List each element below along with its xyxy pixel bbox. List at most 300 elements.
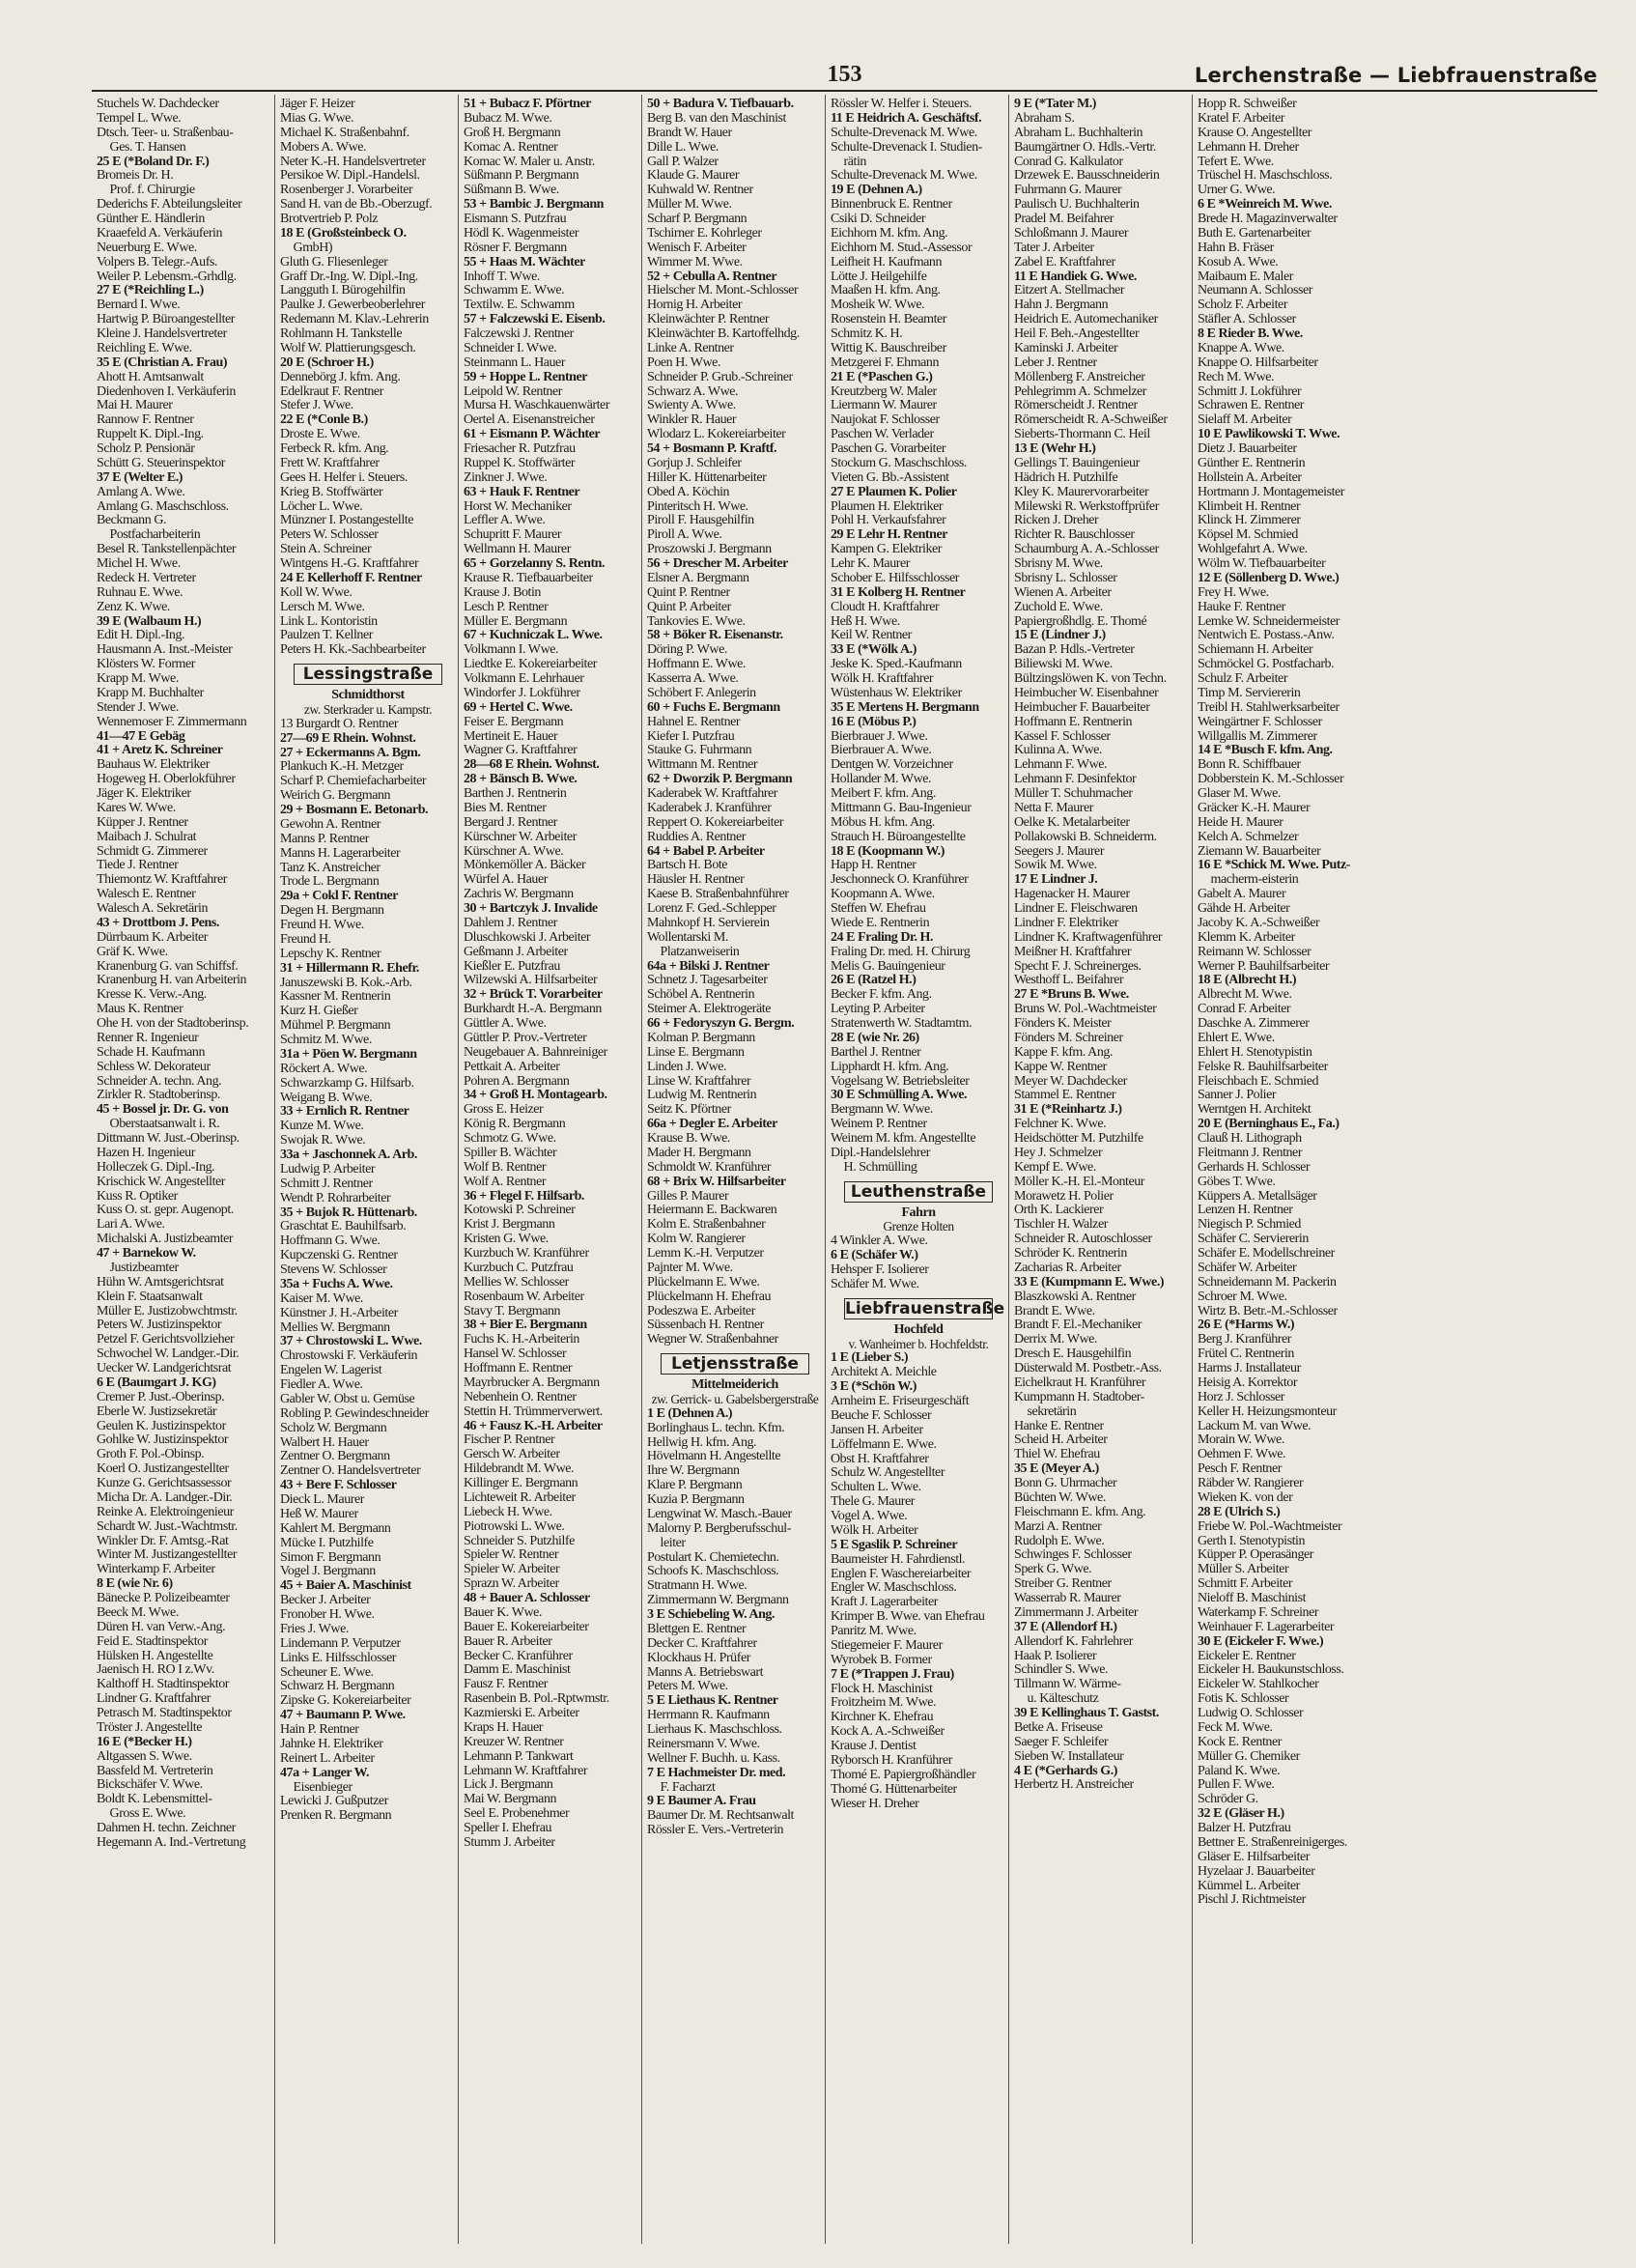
resident-entry: Lipphardt H. kfm. Ang. [831,1060,949,1074]
resident-entry: Hauke F. Rentner [1198,600,1285,614]
resident-entry: Vogel J. Bergmann [280,1565,376,1579]
resident-entry: Manns H. Lagerarbeiter [280,846,401,861]
house-number-entry: 28 + Bänsch B. Wwe. [464,773,578,787]
resident-entry: Kahlert M. Bergmann [280,1521,391,1536]
resident-entry: Scharf P. Bergmann [647,213,747,226]
resident-entry: Römerscheidt R. A-Schweißer [1014,413,1168,428]
resident-entry: Sbrisny M. Wwe. [1014,557,1103,571]
resident-entry: Kleine J. Handelsvertreter [97,327,227,341]
resident-entry: Maibach J. Schulrat [97,830,197,844]
resident-entry: Kraaefeld A. Verkäuferin [97,226,223,241]
resident-entry: Wintgens H.-G. Kraftfahrer [280,557,419,571]
resident-entry: Jeschonneck O. Kranführer [831,873,969,888]
resident-entry: Fleischmann E. kfm. Ang. [1014,1505,1146,1519]
resident-entry: Hornig H. Arbeiter [647,298,743,313]
resident-entry: Weigang B. Wwe. [280,1091,373,1105]
resident-entry: Prenken R. Bergmann [280,1809,392,1824]
house-number-entry: 64 + Babel P. Arbeiter [647,844,765,859]
resident-entry: Schwamm E. Wwe. [464,284,565,298]
resident-entry: Eisenbieger [280,1780,353,1795]
resident-entry: Schwarzkamp G. Hilfsarb. [280,1076,414,1091]
resident-entry: Schindler S. Wwe. [1014,1663,1109,1678]
house-number-entry: 35 + Bujok R. Hüttenarb. [280,1205,417,1220]
resident-entry: Schwochel W. Landger.-Dir. [97,1347,240,1362]
resident-entry: Wilzewski A. Hilfsarbeiter [464,974,598,988]
house-number-entry: 8 E Rieder B. Wwe. [1198,327,1303,341]
resident-entry: Ehlert H. Stenotypistin [1198,1045,1312,1060]
resident-entry: Amlang G. Maschschloss. [97,499,229,514]
house-number-entry: 20 E (Berninghaus E., Fa.) [1198,1118,1340,1132]
page-header [92,56,1597,95]
resident-entry: Fronober H. Wwe. [280,1608,375,1622]
resident-entry: Schäfer M. Wwe. [831,1277,919,1291]
house-number-entry: 45 + Baier A. Maschinist [280,1579,411,1594]
resident-entry: Lötte J. Heilgehilfe [831,269,927,284]
resident-entry: Stefer J. Wwe. [280,399,353,413]
resident-entry: Schneidemann M. Packerin [1198,1275,1337,1290]
resident-entry: Mönkemöller A. Bäcker [464,859,586,873]
resident-entry: Wüstenhaus W. Elektriker [831,686,962,700]
resident-entry: Kassel F. Schlosser [1014,729,1111,744]
house-number-entry: 51 + Bubacz F. Pförtner [464,98,592,111]
resident-entry: Krist J. Bergmann [464,1218,555,1233]
resident-entry: Felchner K. Wwe. [1014,1118,1107,1132]
resident-entry: Küppers A. Metallsäger [1198,1189,1317,1204]
resident-entry: Lehmann P. Tankwart [464,1749,574,1764]
resident-entry: Kranenburg H. van Arbeiterin [97,974,247,988]
resident-entry: Simon F. Bergmann [280,1550,381,1565]
resident-entry: Löffelmann E. Wwe. [831,1437,937,1452]
house-number-entry: 41 + Aretz K. Schreiner [97,744,223,758]
resident-entry: Hollander M. Wwe. [831,773,932,787]
resident-entry: Gabler W. Obst u. Gemüse [280,1392,415,1406]
resident-entry: Kristen G. Wwe. [464,1233,549,1247]
resident-entry: Dederichs F. Abteilungsleiter [97,198,242,213]
resident-entry: Jäger F. Heizer [280,98,355,111]
resident-entry: Bubacz M. Wwe. [464,111,552,126]
resident-entry: Fraling Dr. med. H. Chirurg [831,945,971,959]
resident-entry: Krischick W. Angestellter [97,1175,226,1189]
resident-entry: Borlinghaus L. techn. Kfm. [647,1421,785,1435]
resident-entry: Postulart K. Chemietechn. [647,1550,779,1565]
resident-entry: Bassfeld M. Vertreterin [97,1764,213,1778]
street-boundary: zw. Gerrick- u. Gabelsbergerstraße [651,1391,819,1406]
resident-entry: Weirich G. Bergmann [280,789,391,804]
street-heading: Liebfrauenstraße [845,1298,1005,1318]
resident-entry: Krause J. Dentist [831,1740,917,1753]
house-number-entry: 19 E (Dehnen A.) [831,184,922,198]
house-number-entry: 28—68 E Rhein. Wohnst. [464,758,600,773]
resident-entry: Kock A. A.-Schweißer [831,1725,945,1740]
resident-entry: Eichelkraut H. Kranführer [1014,1375,1146,1390]
resident-entry: Plaumen H. Elektriker [831,499,944,514]
house-number-entry: 22 E (*Conle B.) [280,413,368,428]
resident-entry: Bierbrauer A. Wwe. [831,744,932,758]
resident-entry: Schmitt J. Lokführer [1198,384,1302,399]
resident-entry: Günther E. Händlerin [97,213,205,226]
resident-entry: Stein A. Schreiner [280,543,372,557]
resident-entry: Kassner M. Rentnerin [280,990,391,1005]
resident-entry: Zabel E. Kraftfahrer [1014,255,1115,269]
resident-entry: Neumann A. Schlosser [1198,284,1312,298]
resident-entry: Urner G. Wwe. [1198,184,1276,198]
resident-entry: Thiel W. Ehefrau [1014,1448,1100,1462]
house-number-entry: 27 + Eckermanns A. Bgm. [280,746,421,760]
resident-entry: Rosenstein H. Beamter [831,313,947,327]
resident-entry: Winterkamp F. Arbeiter [97,1563,215,1577]
house-number-entry: 29 + Bosmann E. Betonarb. [280,804,429,817]
house-number-entry: 18 E (Albrecht H.) [1198,974,1297,988]
resident-entry: Bonn G. Uhrmacher [1014,1477,1117,1490]
house-number-entry: 59 + Hoppe L. Rentner [464,370,588,384]
house-number-entry: 39 E Kellinghaus T. Gastst. [1014,1707,1159,1720]
resident-entry: Schwinges F. Schlosser [1014,1548,1132,1563]
resident-entry: Hazen H. Ingenieur [97,1146,195,1160]
resident-entry: Quint P. Arbeiter [647,600,731,614]
resident-entry: Fleitmann J. Rentner [1198,1146,1303,1160]
resident-entry: Piroll F. Hausgehilfin [647,514,754,528]
resident-entry: Papiergroßhdlg. E. Thomé [1014,614,1147,629]
resident-entry: Links E. Hilfsschlosser [280,1651,396,1665]
resident-entry: Kraps H. Hauer [464,1720,543,1735]
resident-entry: Lierhaus K. Maschschloss. [647,1723,782,1737]
resident-entry: Schneider S. Putzhilfe [464,1534,575,1548]
resident-entry: Hyzelaar J. Bauarbeiter [1198,1864,1315,1879]
resident-entry: Jäger K. Elektriker [97,787,191,801]
house-number-entry: 43 + Bere F. Schlosser [280,1479,397,1493]
resident-entry: Mias G. Wwe. [280,111,353,126]
resident-entry: Kunze G. Gerichtsassessor [97,1477,232,1490]
resident-entry: Lari A. Wwe. [97,1218,165,1233]
resident-entry: Pohren A. Bergmann [464,1074,570,1089]
resident-entry: Schwarz A. Wwe. [647,384,739,399]
resident-entry: Paschen G. Vorarbeiter [831,442,946,456]
resident-entry: Paulke J. Gewerbeoberlehrer [280,298,425,313]
resident-entry: Kresse K. Verw.-Ang. [97,988,207,1003]
resident-entry: Hahn J. Bergmann [1014,298,1109,313]
resident-entry: Panritz M. Wwe. [831,1625,917,1638]
resident-entry: Kunze M. Wwe. [280,1120,364,1134]
resident-entry: Kupczenski G. Rentner [280,1249,398,1263]
house-number-entry: 15 E (Lindner J.) [1014,629,1106,643]
resident-entry: Persikoe W. Dipl.-Handelsl. [280,169,420,184]
resident-entry: Scholz W. Bergmann [280,1421,387,1435]
directory-column [1009,95,1193,2244]
resident-entry: Thomé E. Papiergroßhändler [831,1768,976,1782]
resident-entry: Kleinwächter P. Rentner [647,313,770,327]
resident-entry: Steinmann L. Hauer [464,355,566,370]
resident-entry: Holleczek G. Dipl.-Ing. [97,1160,215,1175]
resident-entry: Schulten L. Wwe. [831,1481,921,1495]
house-number-entry: 32 + Brück T. Vorarbeiter [464,988,603,1003]
resident-entry: H. Schmülling [831,1160,917,1175]
resident-entry: Müller M. Wwe. [647,198,732,213]
resident-entry: Scharf P. Chemiefacharbeiter [280,775,427,789]
resident-entry: Kumpmann H. Stadtober- [1014,1390,1144,1404]
house-number-entry: 52 + Cebulla A. Rentner [647,269,777,284]
resident-entry: Gorjup J. Schleifer [647,456,742,470]
resident-entry: Zuchold E. Wwe. [1014,600,1103,614]
house-number-entry: 31 + Hillermann R. Ehefr. [280,961,419,976]
house-number-entry: 60 + Fuchs E. Bergmann [647,700,780,715]
resident-entry: Wellner F. Buchh. u. Kass. [647,1751,780,1766]
resident-entry: Gerth I. Stenotypistin [1198,1534,1306,1548]
resident-entry: Kuss R. Optiker [97,1189,178,1204]
house-number-entry: 62 + Dworzik P. Bergmann [647,773,793,787]
resident-entry: Klaude G. Maurer [647,169,740,184]
resident-entry: Kürschner W. Arbeiter [464,830,577,844]
resident-entry: Volkmann E. Lehrhauer [464,672,584,686]
resident-entry: Volkmann I. Wwe. [464,643,559,658]
resident-entry: Leber J. Rentner [1014,355,1097,370]
house-number-entry: 43 + Drottbom J. Pens. [97,916,219,930]
resident-entry: Gees H. Helfer i. Steuers. [280,470,408,485]
resident-entry: Swienty A. Wwe. [647,399,736,413]
resident-entry: Berg J. Kranführer [1198,1333,1291,1347]
resident-entry: Hegemann A. Ind.-Vertretung [97,1835,246,1850]
resident-entry: Manns A. Betriebswart [647,1665,764,1680]
resident-entry: Balzer H. Putzfrau [1198,1822,1291,1835]
resident-entry: Schröder K. Rentnerin [1014,1247,1127,1261]
resident-entry: Steimer A. Elektrogeräte [647,1003,771,1017]
resident-entry: F. Facharzt [647,1780,716,1795]
resident-entry: Mobers A. Wwe. [280,140,367,155]
resident-entry: Bauer R. Arbeiter [464,1634,552,1649]
resident-entry: Peters W. Justizinspektor [97,1318,222,1333]
resident-entry: Lepschy K. Rentner [280,947,381,961]
resident-entry: Pehlegrimm A. Schmelzer [1014,384,1147,399]
resident-entry: Hansel W. Schlosser [464,1347,567,1362]
resident-entry: Wohlgefahrt A. Wwe. [1198,543,1308,557]
resident-entry: Gross E. Heizer [464,1103,544,1118]
resident-entry: Hopp R. Schweißer [1198,98,1297,111]
resident-entry: Proszowski J. Bergmann [647,543,772,557]
resident-entry: Jahnke H. Elektriker [280,1737,383,1751]
house-number-entry: 27 E Plaumen K. Polier [831,485,957,499]
directory-column [826,95,1009,2244]
resident-entry: Krimper B. Wwe. van Ehefrau [831,1610,985,1625]
resident-entry: Zacharias R. Arbeiter [1014,1261,1121,1275]
resident-entry: Stumm J. Arbeiter [464,1835,555,1850]
resident-entry: Krause O. Angestellter [1198,126,1312,140]
house-number-entry: 67 + Kuchniczak L. Wwe. [464,629,603,643]
resident-entry: Sperk G. Wwe. [1014,1563,1092,1577]
resident-entry: Lichteweit R. Arbeiter [464,1490,576,1505]
resident-entry: Chrostowski F. Verkäuferin [280,1349,418,1364]
resident-entry: Liermann W. Maurer [831,399,937,413]
resident-entry: Daschke A. Zimmerer [1198,1017,1310,1031]
resident-entry: Döring P. Wwe. [647,643,727,658]
resident-entry: Mahnkopf H. Servierein [647,916,770,930]
resident-entry: Hagenacker H. Maurer [1014,888,1130,902]
resident-entry: Mücke I. Putzhilfe [280,1536,374,1550]
resident-entry: Meißner H. Kraftfahrer [1014,945,1132,959]
resident-entry: Ges. T. Hansen [97,140,186,155]
resident-entry: Dentgen W. Vorzeichner [831,758,953,773]
resident-entry: Groth F. Pol.-Obinsp. [97,1448,205,1462]
resident-entry: Redemann M. Klav.-Lehrerin [280,313,429,327]
resident-entry: Wolf W. Plattierungsgesch. [280,341,416,355]
resident-entry: Herrmann R. Kaufmann [647,1709,770,1723]
resident-entry: Fönders M. Schreiner [1014,1031,1123,1045]
resident-entry: Schöbert F. Anlegerin [647,686,756,700]
resident-entry: Fotis K. Schlosser [1198,1692,1289,1707]
resident-entry: Pinteritsch H. Wwe. [647,499,748,514]
resident-entry: Vogelsang W. Betriebsleiter [831,1074,970,1089]
resident-entry: Tempel L. Wwe. [97,111,182,126]
resident-entry: Mader H. Bergmann [647,1146,751,1160]
resident-entry: Clauß H. Lithograph [1198,1132,1302,1146]
resident-entry: Feck M. Wwe. [1198,1720,1273,1735]
resident-entry: Spieler W. Arbeiter [464,1563,560,1577]
resident-entry: Heidrich E. Automechaniker [1014,313,1158,327]
resident-entry: Fuchs K. H.-Arbeiterin [464,1333,579,1347]
house-number-entry: 54 + Bosmann P. Kraftf. [647,442,777,456]
resident-entry: Happ H. Rentner [831,859,917,873]
resident-entry: Becker F. kfm. Ang. [831,988,932,1003]
resident-entry: Weingärtner F. Schlosser [1198,715,1322,729]
resident-entry: Pajnter M. Wwe. [647,1261,733,1275]
resident-entry: Möbus H. kfm. Ang. [831,815,935,830]
resident-entry: Krause B. Wwe. [647,1132,730,1146]
resident-entry: Eberle W. Justizsekretär [97,1404,217,1419]
street-heading: Lessingstraße [294,664,442,685]
resident-entry: Binnenbruck E. Rentner [831,198,952,213]
resident-entry: Kuhwald W. Rentner [647,184,753,198]
resident-entry: Lehr K. Maurer [831,557,910,571]
resident-entry: Lewicki J. Gußputzer [280,1795,388,1809]
house-number-entry: 36 + Flegel F. Hilfsarb. [464,1189,584,1204]
resident-entry: Vieten G. Bb.-Assistent [831,470,949,485]
resident-entry: Werntgen H. Architekt [1198,1103,1312,1118]
house-number-entry: 30 + Bartczyk J. Invalide [464,902,598,916]
resident-entry: Jansen H. Arbeiter [831,1423,923,1437]
resident-entry: Trode L. Bergmann [280,875,380,890]
resident-entry: Stockum G. Maschschloss. [831,456,967,470]
resident-entry: Paulisch U. Buchhalterin [1014,198,1140,213]
house-number-entry: 1 E (Lieber S.) [831,1351,909,1366]
resident-entry: Hahn B. Fräser [1198,241,1274,255]
resident-entry: Klinck H. Zimmerer [1198,514,1301,528]
resident-entry: Cloudt H. Kraftfahrer [831,600,940,614]
resident-entry: Derrix M. Wwe. [1014,1333,1097,1347]
resident-entry: Nebenhein O. Rentner [464,1390,577,1404]
house-number-entry: 41—47 E Gebäg [97,729,185,744]
resident-entry: Spiller B. Wächter [464,1146,557,1160]
resident-entry: Schupritt F. Maurer [464,528,562,543]
resident-entry: Nentwich E. Postass.-Anw. [1198,629,1335,643]
house-number-entry: 32 E (Gläser H.) [1198,1807,1284,1822]
house-number-entry: 35 E (Christian A. Frau) [97,355,228,370]
resident-entry: Zimmermann W. Bergmann [647,1594,789,1608]
resident-entry: Klare P. Bergmann [647,1479,743,1493]
resident-entry: Stender J. Wwe. [97,700,179,715]
resident-entry: Lehmann F. Desinfektor [1014,773,1137,787]
street-boundary: Grenze Holten [883,1219,954,1234]
resident-entry: Dluschkowski J. Arbeiter [464,930,591,945]
resident-entry: Rudolph E. Wwe. [1014,1534,1105,1548]
resident-entry: Lenzen H. Rentner [1198,1204,1293,1218]
resident-entry: Justizbeamter [97,1261,179,1275]
resident-entry: Neter K.-H. Handelsvertreter [280,155,426,169]
resident-entry: Boldt K. Lebensmittel- [97,1793,212,1807]
resident-entry: Dtsch. Teer- u. Straßenbau- [97,126,234,140]
resident-entry: Dille L. Wwe. [647,140,719,155]
resident-entry: Gersch W. Arbeiter [464,1448,560,1462]
house-number-entry: 35a + Fuchs A. Wwe. [280,1277,393,1291]
resident-entry: Eickeler H. Baukunstschloss. [1198,1663,1344,1678]
resident-entry: Herbertz H. Anstreicher [1014,1778,1134,1793]
resident-entry: Kelch A. Schmelzer [1198,830,1299,844]
resident-entry: Graschtat E. Bauhilfsarb. [280,1220,407,1234]
resident-entry: Tefert E. Wwe. [1198,155,1274,169]
resident-entry: Möller K.-H. El.-Monteur [1014,1175,1145,1189]
resident-entry: Becker C. Kranführer [464,1649,573,1663]
resident-entry: Dieck L. Maurer [280,1493,364,1507]
resident-entry: Bazan P. Hdls.-Vertreter [1014,643,1135,658]
resident-entry: Ruppel K. Stoffwärter [464,456,576,470]
resident-entry: Hielscher M. Mont.-Schlosser [647,284,799,298]
house-number-entry: 9 E (*Tater M.) [1014,98,1097,111]
resident-entry: Kolm W. Rangierer [647,1233,746,1247]
resident-entry: Neugebauer A. Bahnreiniger [464,1045,607,1060]
resident-entry: Amlang A. Wwe. [97,485,185,499]
house-number-entry: 34 + Groß H. Montagearb. [464,1089,607,1103]
resident-entry: Eitzert A. Stellmacher [1014,284,1125,298]
resident-entry: Gewohn A. Rentner [280,817,381,832]
resident-entry: Heisig A. Korrektor [1198,1375,1298,1390]
resident-entry: Sieberts-Thormann C. Heil [1014,428,1150,442]
resident-entry: Thele G. Maurer [831,1495,915,1510]
header-rule [92,90,1597,92]
resident-entry: Wyrobek B. Former [831,1653,932,1667]
resident-entry: Ludwig P. Arbeiter [280,1162,376,1177]
resident-entry: Pollakowski B. Schneiderm. [1014,830,1157,844]
house-number-entry: 5 E Sgaslik P. Schreiner [831,1538,958,1552]
resident-entry: Edelkraut F. Rentner [280,384,383,399]
resident-entry: Heß H. Wwe. [831,614,900,629]
resident-entry: Morawetz H. Polier [1014,1189,1114,1204]
resident-entry: Michalski A. Justizbeamter [97,1233,234,1247]
resident-entry: Gross E. Wwe. [97,1807,186,1822]
resident-entry: Januszewski B. Kok.-Arb. [280,976,412,990]
resident-entry: Bonn R. Schiffbauer [1198,758,1301,773]
resident-entry: Uecker W. Landgerichtsrat [97,1362,232,1375]
resident-entry: Kirchner K. Ehefrau [831,1711,934,1725]
resident-entry: rätin [831,155,866,169]
resident-entry: Güttler P. Prov.-Vertreter [464,1031,587,1045]
resident-entry: Bergmann W. Wwe. [831,1103,933,1118]
house-number-entry: 20 E (Schroer H.) [280,355,374,370]
house-number-entry: 57 + Falczewski E. Eisenb. [464,313,606,327]
resident-entry: Graff Dr.-Ing. W. Dipl.-Ing. [280,269,418,284]
resident-entry: Thomé G. Hüttenarbeiter [831,1782,957,1797]
house-number-entry: 16 E (Möbus P.) [831,715,917,729]
resident-entry: Englen F. Waschereiarbeiter [831,1567,972,1581]
resident-entry: Müller S. Arbeiter [1198,1563,1289,1577]
resident-entry: Fausz F. Rentner [464,1678,548,1692]
house-number-entry: 24 E Kellerhoff F. Rentner [280,571,422,585]
resident-entry: Kreutzberg W. Maler [831,384,937,399]
resident-entry: Diedenhoven I. Verkäuferin [97,384,236,399]
resident-entry: Edit H. Dipl.-Ing. [97,629,185,643]
house-number-entry: 6 E (Baumgart J. KG) [97,1375,216,1390]
house-number-entry: 5 E Liethaus K. Rentner [647,1694,778,1709]
resident-entry: Lersch M. Wwe. [280,600,365,614]
house-number-entry: 6 E *Weinreich M. Wwe. [1198,198,1332,213]
resident-entry: Hövelmann H. Angestellte [647,1450,781,1464]
resident-entry: Kuss O. st. gepr. Augenopt. [97,1204,234,1218]
